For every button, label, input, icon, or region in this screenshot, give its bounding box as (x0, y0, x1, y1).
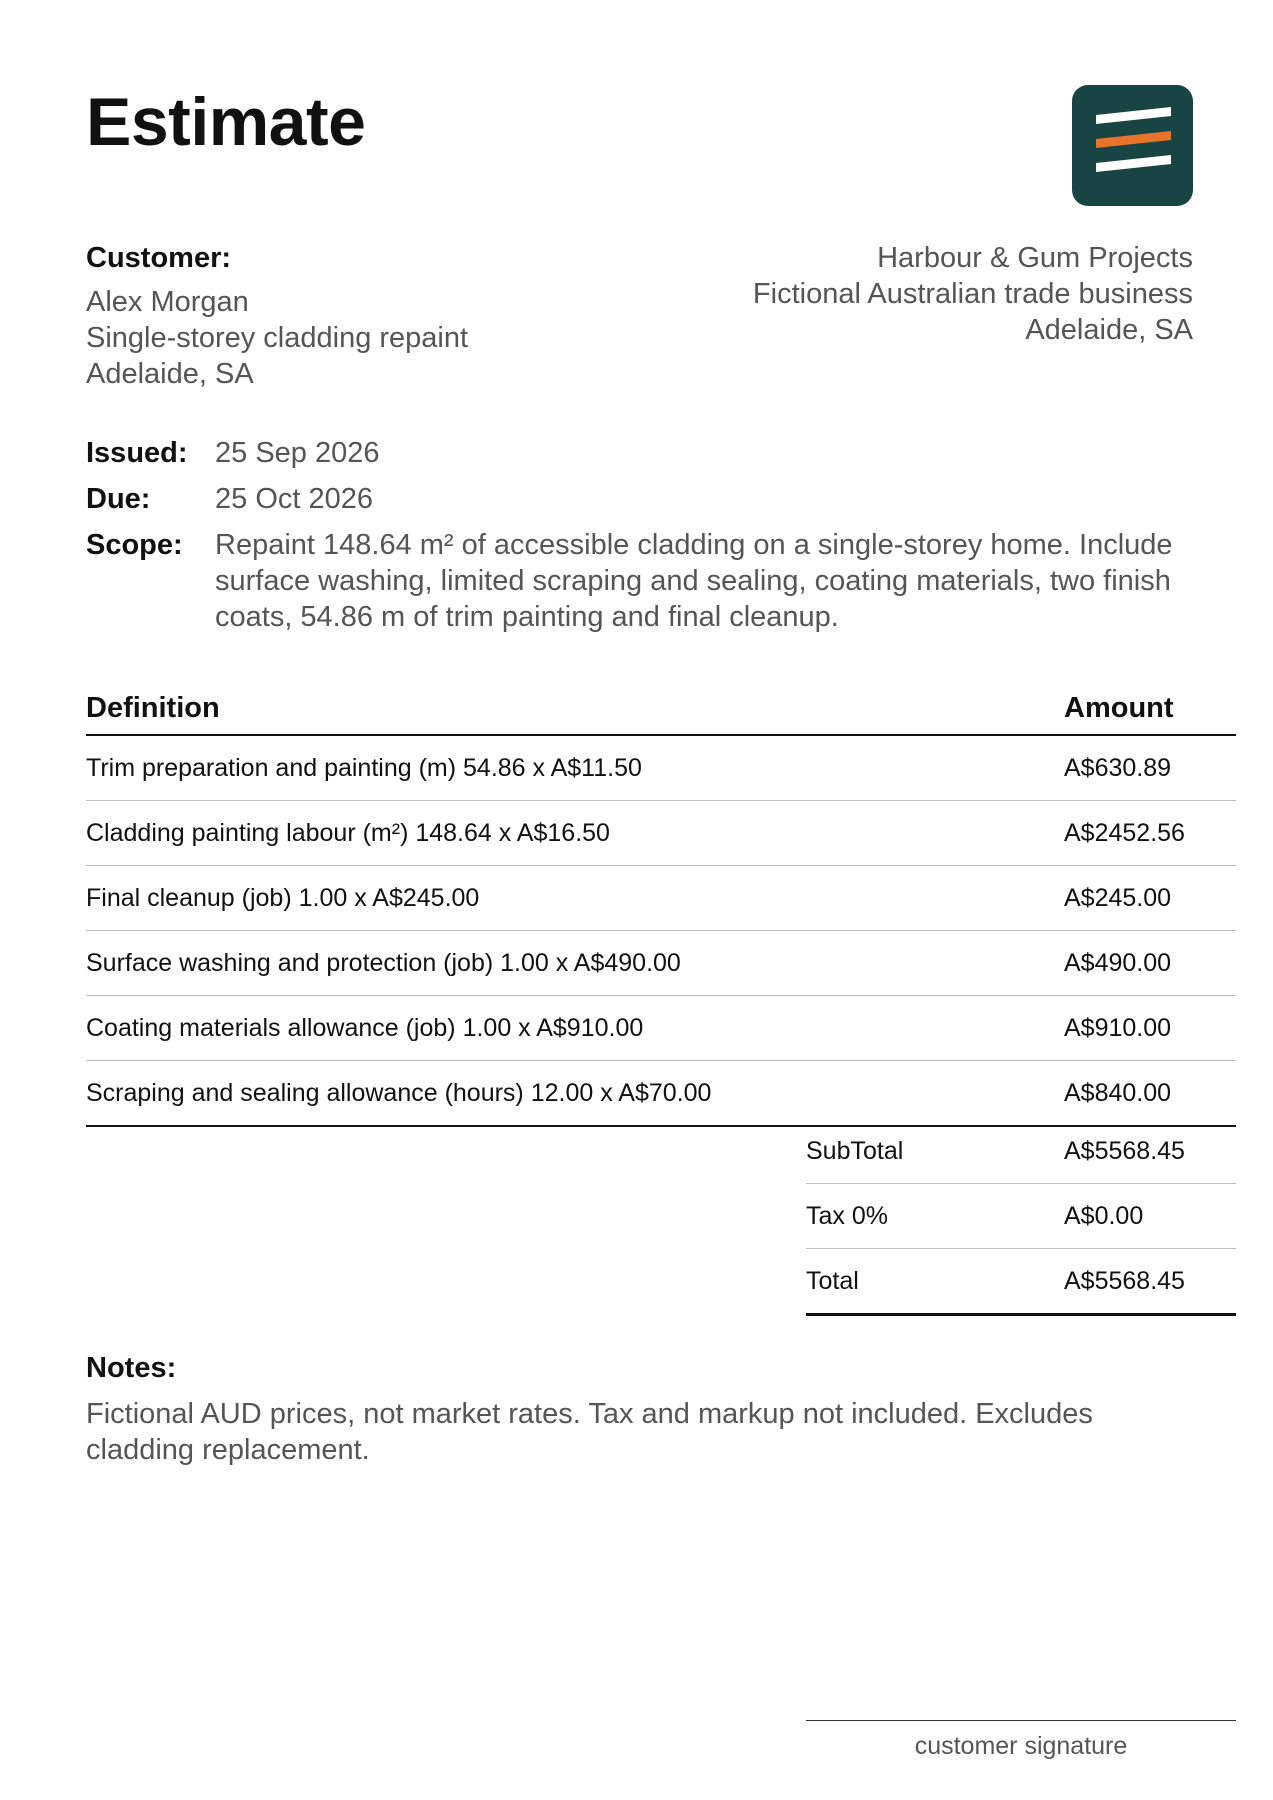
item-definition: Cladding painting labour (m²) 148.64 x A$16.50 (86, 801, 1064, 866)
scope-row (86, 527, 1226, 635)
due-label: Due: (86, 483, 151, 515)
definition-header: Definition (86, 690, 1064, 735)
notes-text: Fictional AUD prices, not market rates. Tax and markup not included. Excludes cladding replacement. (86, 1398, 1093, 1466)
item-amount: A$840.00 (1064, 1061, 1236, 1127)
totals-table (806, 1119, 1236, 1316)
item-amount: A$630.89 (1064, 735, 1236, 801)
issued-date: 25 Sep 2026 (215, 437, 380, 469)
item-amount: A$910.00 (1064, 996, 1236, 1061)
estimate-meta (86, 435, 1226, 645)
total-row (806, 1249, 1236, 1315)
scope-label: Scope: (86, 529, 183, 561)
customer-location: Adelaide, SA (86, 358, 254, 390)
customer-project: Single-storey cladding repaint (86, 322, 469, 354)
due-date: 25 Oct 2026 (215, 483, 373, 515)
item-definition: Trim preparation and painting (m) 54.86 x A$11.50 (86, 735, 1064, 801)
issued-label: Issued: (86, 437, 188, 469)
total-label: Total (806, 1249, 1064, 1315)
table-row (86, 931, 1236, 996)
scope-text: Repaint 148.64 m² of accessible cladding on a single-storey home. Include surface washing, limited scraping and sealing, coating materials, two finish coats, 54.86 m of trim painting and final cleanup. (215, 529, 1173, 633)
layered-stripes-logo-icon (1072, 85, 1193, 206)
tax-value: A$0.00 (1064, 1184, 1236, 1249)
business-name: Harbour & Gum Projects (877, 242, 1193, 274)
total-value: A$5568.45 (1064, 1249, 1236, 1315)
amount-header: Amount (1064, 690, 1236, 735)
table-row (86, 996, 1236, 1061)
item-amount: A$490.00 (1064, 931, 1236, 996)
signature-line (806, 1720, 1236, 1721)
item-definition: Surface washing and protection (job) 1.00 x A$490.00 (86, 931, 1064, 996)
table-row (86, 866, 1236, 931)
business-location: Adelaide, SA (1025, 314, 1193, 346)
customer-block (86, 240, 468, 392)
issued-row (86, 435, 1226, 471)
company-logo (1072, 85, 1193, 206)
table-row (86, 735, 1236, 801)
customer-label: Customer: (86, 242, 232, 274)
item-definition: Coating materials allowance (job) 1.00 x A$910.00 (86, 996, 1064, 1061)
business-description: Fictional Australian trade business (752, 278, 1193, 310)
tax-row (806, 1184, 1236, 1249)
subtotal-row (806, 1119, 1236, 1184)
signature-label: customer signature (914, 1732, 1128, 1760)
item-amount: A$2452.56 (1064, 801, 1236, 866)
line-items-table (86, 690, 1236, 1127)
subtotal-label: SubTotal (806, 1119, 1064, 1184)
page-title: Estimate (86, 84, 366, 160)
due-row (86, 481, 1226, 517)
business-block (753, 240, 1193, 348)
notes-block (86, 1350, 1206, 1468)
table-header-row (86, 690, 1236, 735)
table-row (86, 1061, 1236, 1127)
tax-label: Tax 0% (806, 1184, 1064, 1249)
table-row (86, 801, 1236, 866)
notes-label: Notes: (86, 1352, 177, 1384)
customer-name: Alex Morgan (86, 286, 249, 318)
subtotal-value: A$5568.45 (1064, 1119, 1236, 1184)
item-amount: A$245.00 (1064, 866, 1236, 931)
item-definition: Scraping and sealing allowance (hours) 12.00 x A$70.00 (86, 1061, 1064, 1127)
item-definition: Final cleanup (job) 1.00 x A$245.00 (86, 866, 1064, 931)
